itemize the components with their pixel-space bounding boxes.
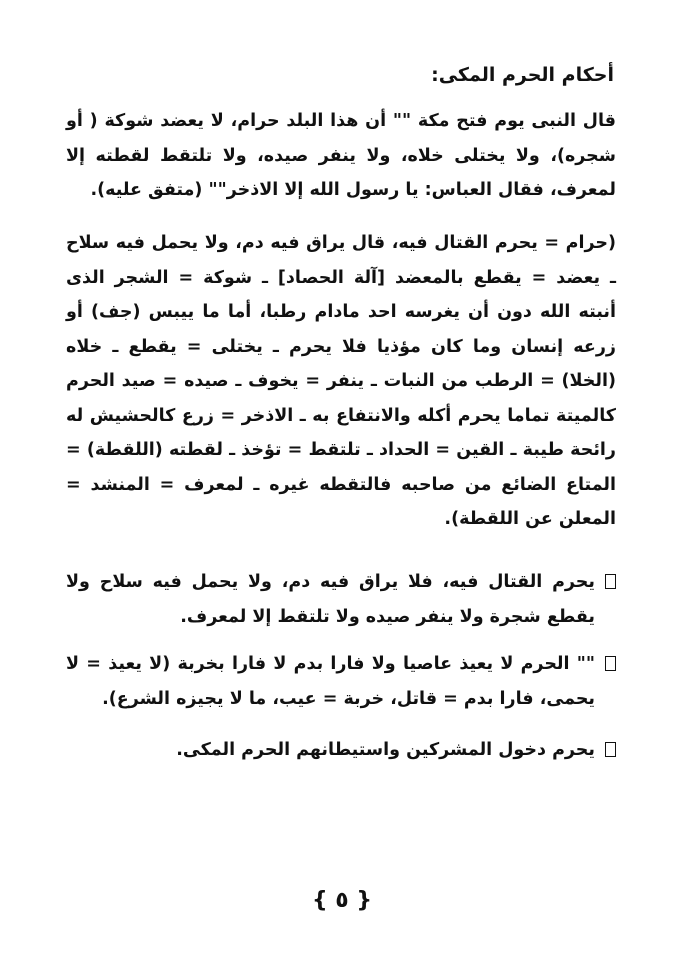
bullet-text: يحرم القتال فيه، فلا يراق فيه دم، ولا يحمل فيه سلاح ولا يقطع شجرة ولا ينفر صيده ولا تلتقط إلا لمعرف.	[66, 572, 595, 627]
bullet-text: "" الحرم لا يعيذ عاصيا ولا فارا بدم لا فارا بخربة (لا يعيذ = لا يحمى، فارا بدم = قاتل، خربة = عيب، ما لا يجيزه الشرع).	[66, 654, 595, 709]
square-bullet-icon	[605, 742, 616, 757]
page-number: { ٥ }	[311, 888, 373, 913]
bullet-item	[66, 733, 616, 768]
square-bullet-icon	[605, 656, 616, 671]
bullet-text: يحرم دخول المشركين واستيطانهم الحرم المكى.	[176, 740, 595, 760]
square-bullet-icon	[605, 574, 616, 589]
bullet-item	[66, 565, 616, 634]
bullet-item	[66, 647, 616, 716]
section-heading: أحكام الحرم المكى:	[431, 64, 614, 86]
hadith-paragraph: قال النبى يوم فتح مكة "" أن هذا البلد حرام، لا يعضد شوكة ( أو شجره)، ولا يختلى خلاه، ولا ينفر صيده، ولا تلتقط لقطته إلا لمعرف، فقال العباس: يا رسول الله إلا الاذخر"" (متفق عليه).	[66, 111, 616, 200]
glossary-paragraph: (حرام = يحرم القتال فيه، قال يراق فيه دم، ولا يحمل فيه سلاح ـ يعضد = يقطع بالمعضد [آلة الحصاد] ـ شوكة = الشجر الذى أنبته الله دون أن يغرسه احد مادام رطبا، أما ما ييبس (جف) أو زرعه إنسان وما كان مؤذيا فلا يحرم ـ يختلى = يقطع ـ خلاه (الخلا) = الرطب من النبات ـ ينفر = يخوف ـ صيده = صيد الحرم كالميتة تماما يحرم أكله والانتفاع به ـ الاذخر = زرع كالحشيش له رائحة طيبة ـ القين = الحداد ـ تلتقط = تؤخذ ـ لقطته (اللقطة) = المتاع الضائع من صاحبه فالتقطه غيره ـ لمعرف = المنشد = المعلن عن اللقطة).	[66, 233, 616, 529]
